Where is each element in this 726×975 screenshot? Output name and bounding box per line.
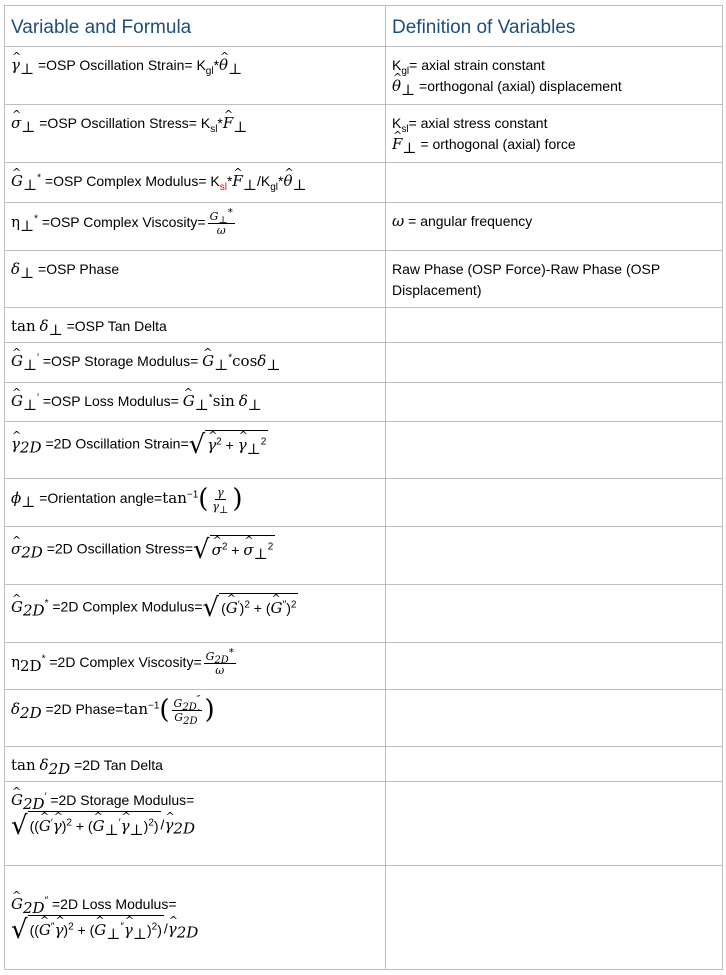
definition-cell: Raw Phase (OSP Force)-Raw Phase (OSP Displacement) — [386, 251, 723, 308]
formula-cell: ^ $G_{2D}' =2D$ Storage Modulus= √ ((^ G′^ γ)$^2$ + (^ $G_\perp'\^{}$ $\gamma_\perp)^2$) /^ $\gamma_{2D}$ — [5, 782, 386, 866]
definition-cell: ω = angular frequency — [386, 203, 723, 251]
table-row — [5, 343, 723, 383]
formula-cell: ^ $G_\perp' =OSP$ Loss Modulus= ^ $G_\perp^*\sin$ $\delta_\perp$ — [5, 383, 386, 422]
table-row — [5, 47, 723, 105]
header-variable-formula: Variable and Formula — [5, 6, 386, 47]
table-row — [5, 203, 723, 251]
table-row — [5, 643, 723, 690]
table-row — [5, 585, 723, 643]
formula-cell: $\delta_\perp =OSP$ Phase — [5, 251, 386, 308]
definition-cell — [386, 866, 723, 970]
formula-cell: $\phi_\perp$ =Orientation $angle=\tan^{-1}$( $\frac{\gamma}{\gamma_\perp}$ ) — [5, 479, 386, 527]
definition-cell — [386, 343, 723, 383]
formula-cell: ^ $G_\perp' =OSP$ Storage Modulus= ^ $G_\perp^*\cos\delta_\perp$ — [5, 343, 386, 383]
table-row — [5, 690, 723, 747]
formula-cell: $\tan \delta_\perp =OSP$ Tan Delta — [5, 308, 386, 343]
formula-cell: ^ $G_{2D}'' =2D$ Loss Modulus= √ ((^ G″^ γ)$^2$ + (^ $G_\perp''\^{}$ $\gamma_\perp)^2$) /^ $\gamma_{2D}$ — [5, 866, 386, 970]
table-row — [5, 479, 723, 527]
definition-cell — [386, 643, 723, 690]
table-row — [5, 251, 723, 308]
formula-cell: $\delta_{2D} =2D$ $Phase=\tan^{-1}$( $\frac{G_{2D}''}{G_{2D}'}$ ) — [5, 690, 386, 747]
formula-cell: ^ $\gamma_{2D} =2D$ Oscillation Strain= √ ^ $\gamma^2$ + ^ $\gamma_\perp^2$ — [5, 422, 386, 479]
definition-cell — [386, 422, 723, 479]
definition-cell — [386, 308, 723, 343]
formula-cell: ^ $\sigma_\perp =OSP$ Oscillation Stress= $K_{sl}*\^{}$ $F_\perp$ — [5, 105, 386, 163]
header-definition: Definition of Variables — [386, 6, 723, 47]
formula-cell: ^ $\gamma_\perp =OSP$ Oscillation Strain= $K_{gl}*\^{}$ $\theta_\perp$ — [5, 47, 386, 105]
table-row — [5, 747, 723, 782]
definition-cell — [386, 479, 723, 527]
definition-cell — [386, 690, 723, 747]
definition-cell — [386, 585, 723, 643]
table-row — [5, 163, 723, 203]
formula-cell: ^ $G_{2D}^* =2D$ Complex Modulus= √ (^ G′)$^2$ + (^ G′′)$^2$ — [5, 585, 386, 643]
definition-cell — [386, 782, 723, 866]
formula-cell: $\eta_\perp^* =OSP$ Complex Viscosity= $\frac{G_\perp^*}{\omega}$ — [5, 203, 386, 251]
table-row — [5, 866, 723, 970]
table-row — [5, 422, 723, 479]
formula-cell: ^ $G_\perp^* =OSP$ Complex Modulus= $K_{sl}*\^{}$ $F_\perp/K_{gl}*\^{}$ $\theta_\perp$ — [5, 163, 386, 203]
definition-cell — [386, 163, 723, 203]
definition-cell — [386, 747, 723, 782]
table-row — [5, 105, 723, 163]
table-row — [5, 527, 723, 585]
table-row — [5, 308, 723, 343]
definition-cell — [386, 527, 723, 585]
table-row — [5, 782, 723, 866]
formula-cell: $\eta_{2D}^* =2D$ Complex Viscosity= $\frac{G_{2D}^*}{\omega}$ — [5, 643, 386, 690]
definition-cell — [386, 383, 723, 422]
formula-cell: ^ $\sigma_{2D} =2D$ Oscillation Stress= √ ^ $\sigma^2$ + ^ $\sigma_\perp^2$ — [5, 527, 386, 585]
variables-table — [4, 5, 723, 970]
definition-cell: $K_{gl}=$ axial strain constant ^ $\theta_\perp$ =orthogonal (axial) displacement — [386, 47, 723, 105]
definition-cell: $K_{sl}=$ axial stress constant ^ $F_\perp$ = orthogonal (axial) force — [386, 105, 723, 163]
table-row — [5, 383, 723, 422]
formula-cell: $\tan \delta_{2D} =2D$ Tan Delta — [5, 747, 386, 782]
